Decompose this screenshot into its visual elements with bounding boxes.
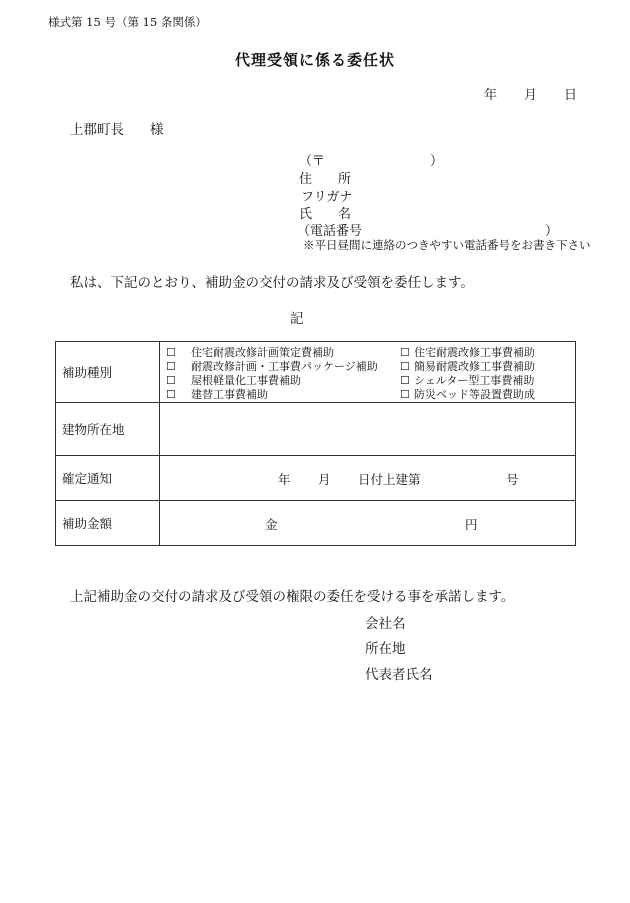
company-location-label: 所在地: [365, 641, 406, 657]
checkbox-option[interactable]: ☐ 建替工事費補助: [166, 388, 268, 401]
date-month-label: 月: [524, 88, 538, 103]
phone-close: ）: [545, 224, 559, 239]
delegation-statement: 私は、下記のとおり、補助金の交付の請求及び受領を委任します。: [70, 275, 474, 291]
notice-month-label: 月: [318, 472, 331, 487]
building-location-label: 建物所在地: [56, 403, 160, 456]
checkbox-icon[interactable]: ☐: [400, 360, 410, 373]
checkbox-option[interactable]: ☐ シェルター型工事費補助: [400, 374, 535, 387]
checkbox-option[interactable]: ☐ 簡易耐震改修工事費補助: [400, 360, 535, 373]
subsidy-kind-options: [160, 342, 576, 403]
checkbox-option[interactable]: ☐ 耐震改修計画・工事費パッケージ補助: [166, 360, 378, 373]
ki-heading: 記: [290, 311, 304, 327]
representative-name-label: 代表者氏名: [365, 667, 433, 683]
checkbox-option[interactable]: ☐ 住宅耐震改修計画策定費補助: [166, 346, 334, 359]
table-row: [56, 501, 576, 546]
checkbox-option[interactable]: ☐ 屋根軽量化工事費補助: [166, 374, 301, 387]
subsidy-amount-field[interactable]: [160, 501, 576, 546]
page-title: 代理受領に係る委任状: [234, 51, 395, 69]
addressee-honorific: 様: [150, 122, 164, 138]
company-name-label: 会社名: [365, 616, 406, 632]
date-day-label: 日: [564, 88, 578, 103]
checkbox-option[interactable]: ☐ 防災ベッド等設置費助成: [400, 388, 535, 401]
checkbox-icon[interactable]: ☐: [166, 360, 176, 373]
table-row: [56, 403, 576, 456]
addressee-name: 上郡町長: [70, 122, 124, 138]
notice-year-label: 年: [278, 472, 291, 487]
table-row: [56, 456, 576, 501]
checkbox-icon[interactable]: ☐: [166, 346, 176, 359]
notice-number-label: 号: [506, 472, 519, 487]
details-table: [55, 341, 576, 546]
building-location-field[interactable]: [160, 403, 576, 456]
postal-code-close: ）: [430, 154, 444, 169]
phone-label: （電話番号: [297, 224, 363, 239]
checkbox-option[interactable]: ☐ 住宅耐震改修工事費補助: [400, 346, 535, 359]
amount-unit: 円: [465, 517, 478, 532]
address-label: 住 所: [299, 172, 352, 187]
subsidy-amount-label: 補助金額: [56, 501, 160, 546]
table-row: [56, 342, 576, 403]
checkbox-icon[interactable]: ☐: [400, 346, 410, 359]
furigana-label: フリガナ: [301, 190, 353, 205]
checkbox-icon[interactable]: ☐: [400, 374, 410, 387]
notice-day-text: 日付上建第: [358, 472, 421, 487]
confirmation-notice-label: 確定通知: [56, 456, 160, 501]
postal-code-open: （〒: [299, 154, 326, 169]
phone-note: ※平日昼間に連絡のつきやすい電話番号をお書き下さい: [303, 238, 591, 252]
acceptance-statement: 上記補助金の交付の請求及び受領の権限の委任を受ける事を承諾します。: [70, 589, 515, 605]
amount-prefix: 金: [265, 517, 278, 532]
name-label: 氏 名: [299, 207, 352, 222]
date-year-label: 年: [484, 88, 498, 103]
checkbox-icon[interactable]: ☐: [400, 388, 410, 401]
confirmation-notice-field[interactable]: [160, 456, 576, 501]
checkbox-icon[interactable]: ☐: [166, 374, 176, 387]
checkbox-icon[interactable]: ☐: [166, 388, 176, 401]
form-number: 様式第 15 号（第 15 条関係）: [48, 15, 207, 29]
subsidy-kind-label: 補助種別: [56, 342, 160, 403]
